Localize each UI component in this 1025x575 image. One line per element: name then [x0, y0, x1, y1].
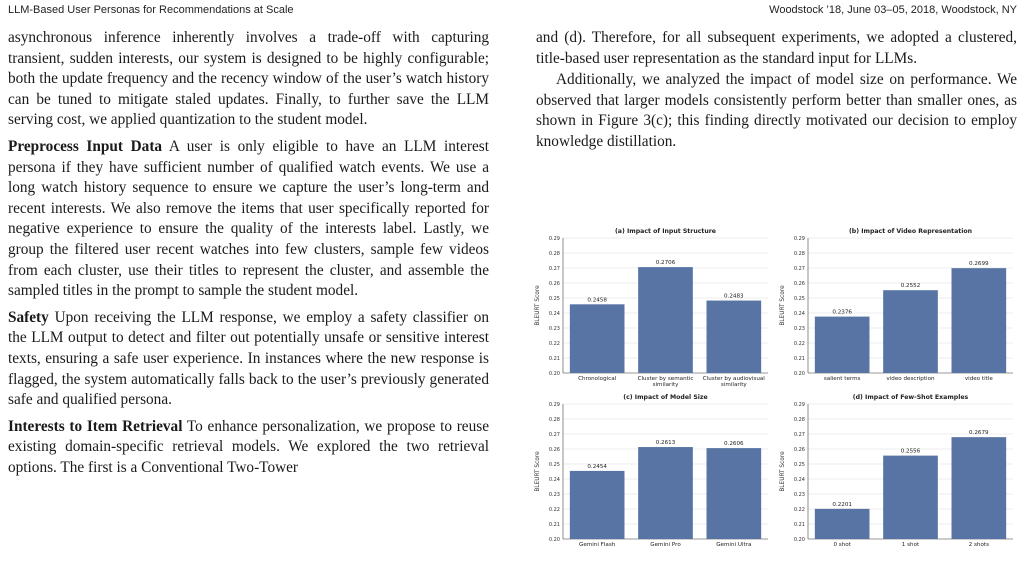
chart-0-bar [707, 301, 762, 373]
chart-2-ytick-label: 0.28 [548, 416, 560, 423]
paragraph-async-inference: asynchronous inference inherently involves a trade-off with capturing transient, sudden interests, our system is designed to be highly configurable; both the update frequency and the recency window of the user’s watch history can be tuned to mitigate staled updates. Finally, to further save the LLM serving cost, we applied quantization to the student model. [8, 29, 489, 129]
chart-2-ytick-label: 0.23 [548, 491, 560, 498]
chart-0-bar [638, 267, 693, 373]
chart-2-bar [638, 447, 693, 539]
chart-2-ylabel: BLEURT Score [535, 451, 541, 492]
chart-2-ytick-label: 0.22 [548, 506, 560, 513]
paragraph-model-size: Additionally, we analyzed the impact of model size on performance. We observed that larger models consistently perform better than smaller ones, as shown in Figure 3(c); this finding directly motivated our decision to employ knowledge distillation. [536, 71, 1017, 150]
chart-1-ytick-label: 0.22 [793, 340, 805, 347]
chart-2-ytick-label: 0.21 [548, 521, 560, 528]
paragraph-safety: Safety Upon receiving the LLM response, we employ a safety classifier on the LLM output to detect and filter out potentially unsafe or sensitive interest texts, ensuring a safe user experience. In instances where the new response is flagged, the system automatically falls back to the user’s previously generated safe and qualified persona. [8, 308, 489, 409]
chart-3-ytick-label: 0.26 [793, 446, 805, 453]
paper-title-header: LLM-Based User Personas for Recommendations at Scale [8, 4, 294, 16]
chart-3-ytick-label: 0.27 [793, 431, 805, 438]
chart-1-data-label: 0.2376 [832, 309, 852, 316]
chart-1-ytick-label: 0.27 [793, 265, 805, 272]
chart-1-ytick-label: 0.26 [793, 280, 805, 287]
chart-3-ytick-label: 0.23 [793, 491, 805, 498]
chart-2-xtick-label: Gemini Pro [650, 542, 681, 548]
chart-2-data-label: 0.2613 [655, 440, 676, 447]
chart-1-bar [883, 290, 938, 373]
chart-2-ytick-label: 0.20 [548, 536, 560, 543]
section-heading-retrieval: Interests to Item Retrieval [8, 417, 183, 435]
chart-3-bar [952, 437, 1007, 539]
chart-2-ytick-label: 0.25 [548, 461, 560, 468]
chart-3-ylabel: BLEURT Score [780, 451, 786, 492]
chart-0-ytick-label: 0.22 [548, 340, 560, 347]
chart-0-xtick-label: Cluster by semantic [637, 376, 694, 382]
chart-2-xtick-label: Gemini Flash [579, 542, 616, 548]
chart-1-xtick-label: video title [964, 376, 993, 382]
chart-2-ytick-label: 0.24 [548, 476, 560, 483]
chart-0-xtick-label: similarity [720, 382, 747, 388]
chart-0-ytick-label: 0.29 [548, 235, 560, 242]
chart-1-xtick-label: video description [886, 376, 935, 382]
figure-3 [530, 228, 1020, 550]
chart-3-bar [815, 509, 870, 539]
paragraph-retrieval: Interests to Item Retrieval To enhance personalization, we propose to reuse existing domain-specific retrieval models. We explored the two retrieval options. The first is a Conventional Two-Tower [8, 417, 489, 476]
section-heading-preprocess: Preprocess Input Data [8, 137, 163, 155]
chart-0-ytick-label: 0.26 [548, 280, 560, 287]
chart-1-ylabel: BLEURT Score [780, 285, 786, 326]
chart-1-ytick-label: 0.21 [793, 355, 805, 362]
chart-0-ytick-label: 0.20 [548, 370, 560, 377]
chart-1-xtick-label: salient terms [823, 376, 861, 382]
chart-0-ytick-label: 0.21 [548, 355, 560, 362]
chart-2-bar [570, 471, 625, 539]
chart-2-xtick-label: Gemini Ultra [716, 542, 752, 548]
chart-1-ytick-label: 0.20 [793, 370, 805, 377]
venue-header: Woodstock ’18, June 03–05, 2018, Woodstock, NY [769, 4, 1017, 16]
right-column [536, 28, 1017, 153]
chart-3-ytick-label: 0.21 [793, 521, 805, 528]
chart-2-ytick-label: 0.26 [548, 446, 560, 453]
chart-0-xtick-label: Cluster by audiovisual [702, 376, 765, 382]
chart-2-data-label: 0.2454 [587, 463, 607, 470]
paragraph-conclusion-structure: and (d). Therefore, for all subsequent experiments, we adopted a clustered, title-based user representation as the standard input for LLMs. [536, 29, 1017, 67]
chart-1-bar [815, 317, 870, 373]
chart-3-ytick-label: 0.28 [793, 416, 805, 423]
chart-1-bar [952, 268, 1007, 373]
chart-2-data-label: 0.2606 [724, 441, 744, 448]
chart-3-ytick-label: 0.25 [793, 461, 805, 468]
chart-0-ytick-label: 0.24 [548, 310, 560, 317]
chart-0-ylabel: BLEURT Score [535, 285, 541, 326]
chart-2-ytick-label: 0.27 [548, 431, 560, 438]
chart-1-ytick-label: 0.25 [793, 295, 805, 302]
section-heading-safety: Safety [8, 308, 49, 326]
chart-2-title: (c) Impact of Model Size [623, 394, 708, 401]
chart-3-ytick-label: 0.29 [793, 401, 805, 408]
chart-0-ytick-label: 0.23 [548, 325, 560, 332]
chart-2-ytick-label: 0.29 [548, 401, 560, 408]
chart-1-data-label: 0.2699 [969, 261, 989, 268]
chart-2-bar [707, 448, 762, 539]
chart-1-ytick-label: 0.29 [793, 235, 805, 242]
chart-3-xtick-label: 2 shots [968, 542, 989, 548]
chart-1-data-label: 0.2552 [900, 283, 921, 290]
chart-3-xtick-label: 0 shot [833, 542, 851, 548]
chart-3-data-label: 0.2201 [832, 501, 852, 508]
chart-3-data-label: 0.2556 [900, 448, 921, 455]
chart-3-data-label: 0.2679 [969, 430, 989, 437]
chart-0-title: (a) Impact of Input Structure [614, 228, 717, 235]
chart-0-ytick-label: 0.25 [548, 295, 560, 302]
chart-0-data-label: 0.2706 [655, 260, 676, 267]
chart-1-ytick-label: 0.24 [793, 310, 805, 317]
chart-3-ytick-label: 0.20 [793, 536, 805, 543]
chart-0-data-label: 0.2458 [587, 297, 607, 304]
chart-0-data-label: 0.2483 [724, 293, 744, 300]
left-column [8, 28, 489, 573]
chart-0-ytick-label: 0.27 [548, 265, 560, 272]
chart-1-title: (b) Impact of Video Representation [848, 228, 973, 235]
chart-1-ytick-label: 0.23 [793, 325, 805, 332]
chart-0-bar [570, 304, 625, 373]
paragraph-preprocess: Preprocess Input Data A user is only eligible to have an LLM interest persona if they have sufficient number of qualified watch events. We use a long watch history sequence to ensure we capture the user’s long-term and recent interests. We also remove the items that user specifically reported for negative experience to ensure the quality of the interests label. Lastly, we group the filtered user recent watches into few clusters, sample few videos from each cluster, use their titles to represent the cluster, and assemble the sampled titles in the prompt to sample the student model. [8, 137, 489, 300]
running-head [8, 4, 1017, 20]
chart-0-xtick-label: similarity [652, 382, 679, 388]
chart-1-ytick-label: 0.28 [793, 250, 805, 257]
chart-3-ytick-label: 0.24 [793, 476, 805, 483]
figure-3-charts [530, 228, 1020, 550]
chart-3-bar [883, 456, 938, 539]
chart-0-ytick-label: 0.28 [548, 250, 560, 257]
chart-3-xtick-label: 1 shot [901, 542, 920, 548]
chart-3-ytick-label: 0.22 [793, 506, 805, 513]
chart-0-xtick-label: Chronological [578, 376, 617, 382]
chart-3-title: (d) Impact of Few-Shot Examples [852, 394, 969, 401]
